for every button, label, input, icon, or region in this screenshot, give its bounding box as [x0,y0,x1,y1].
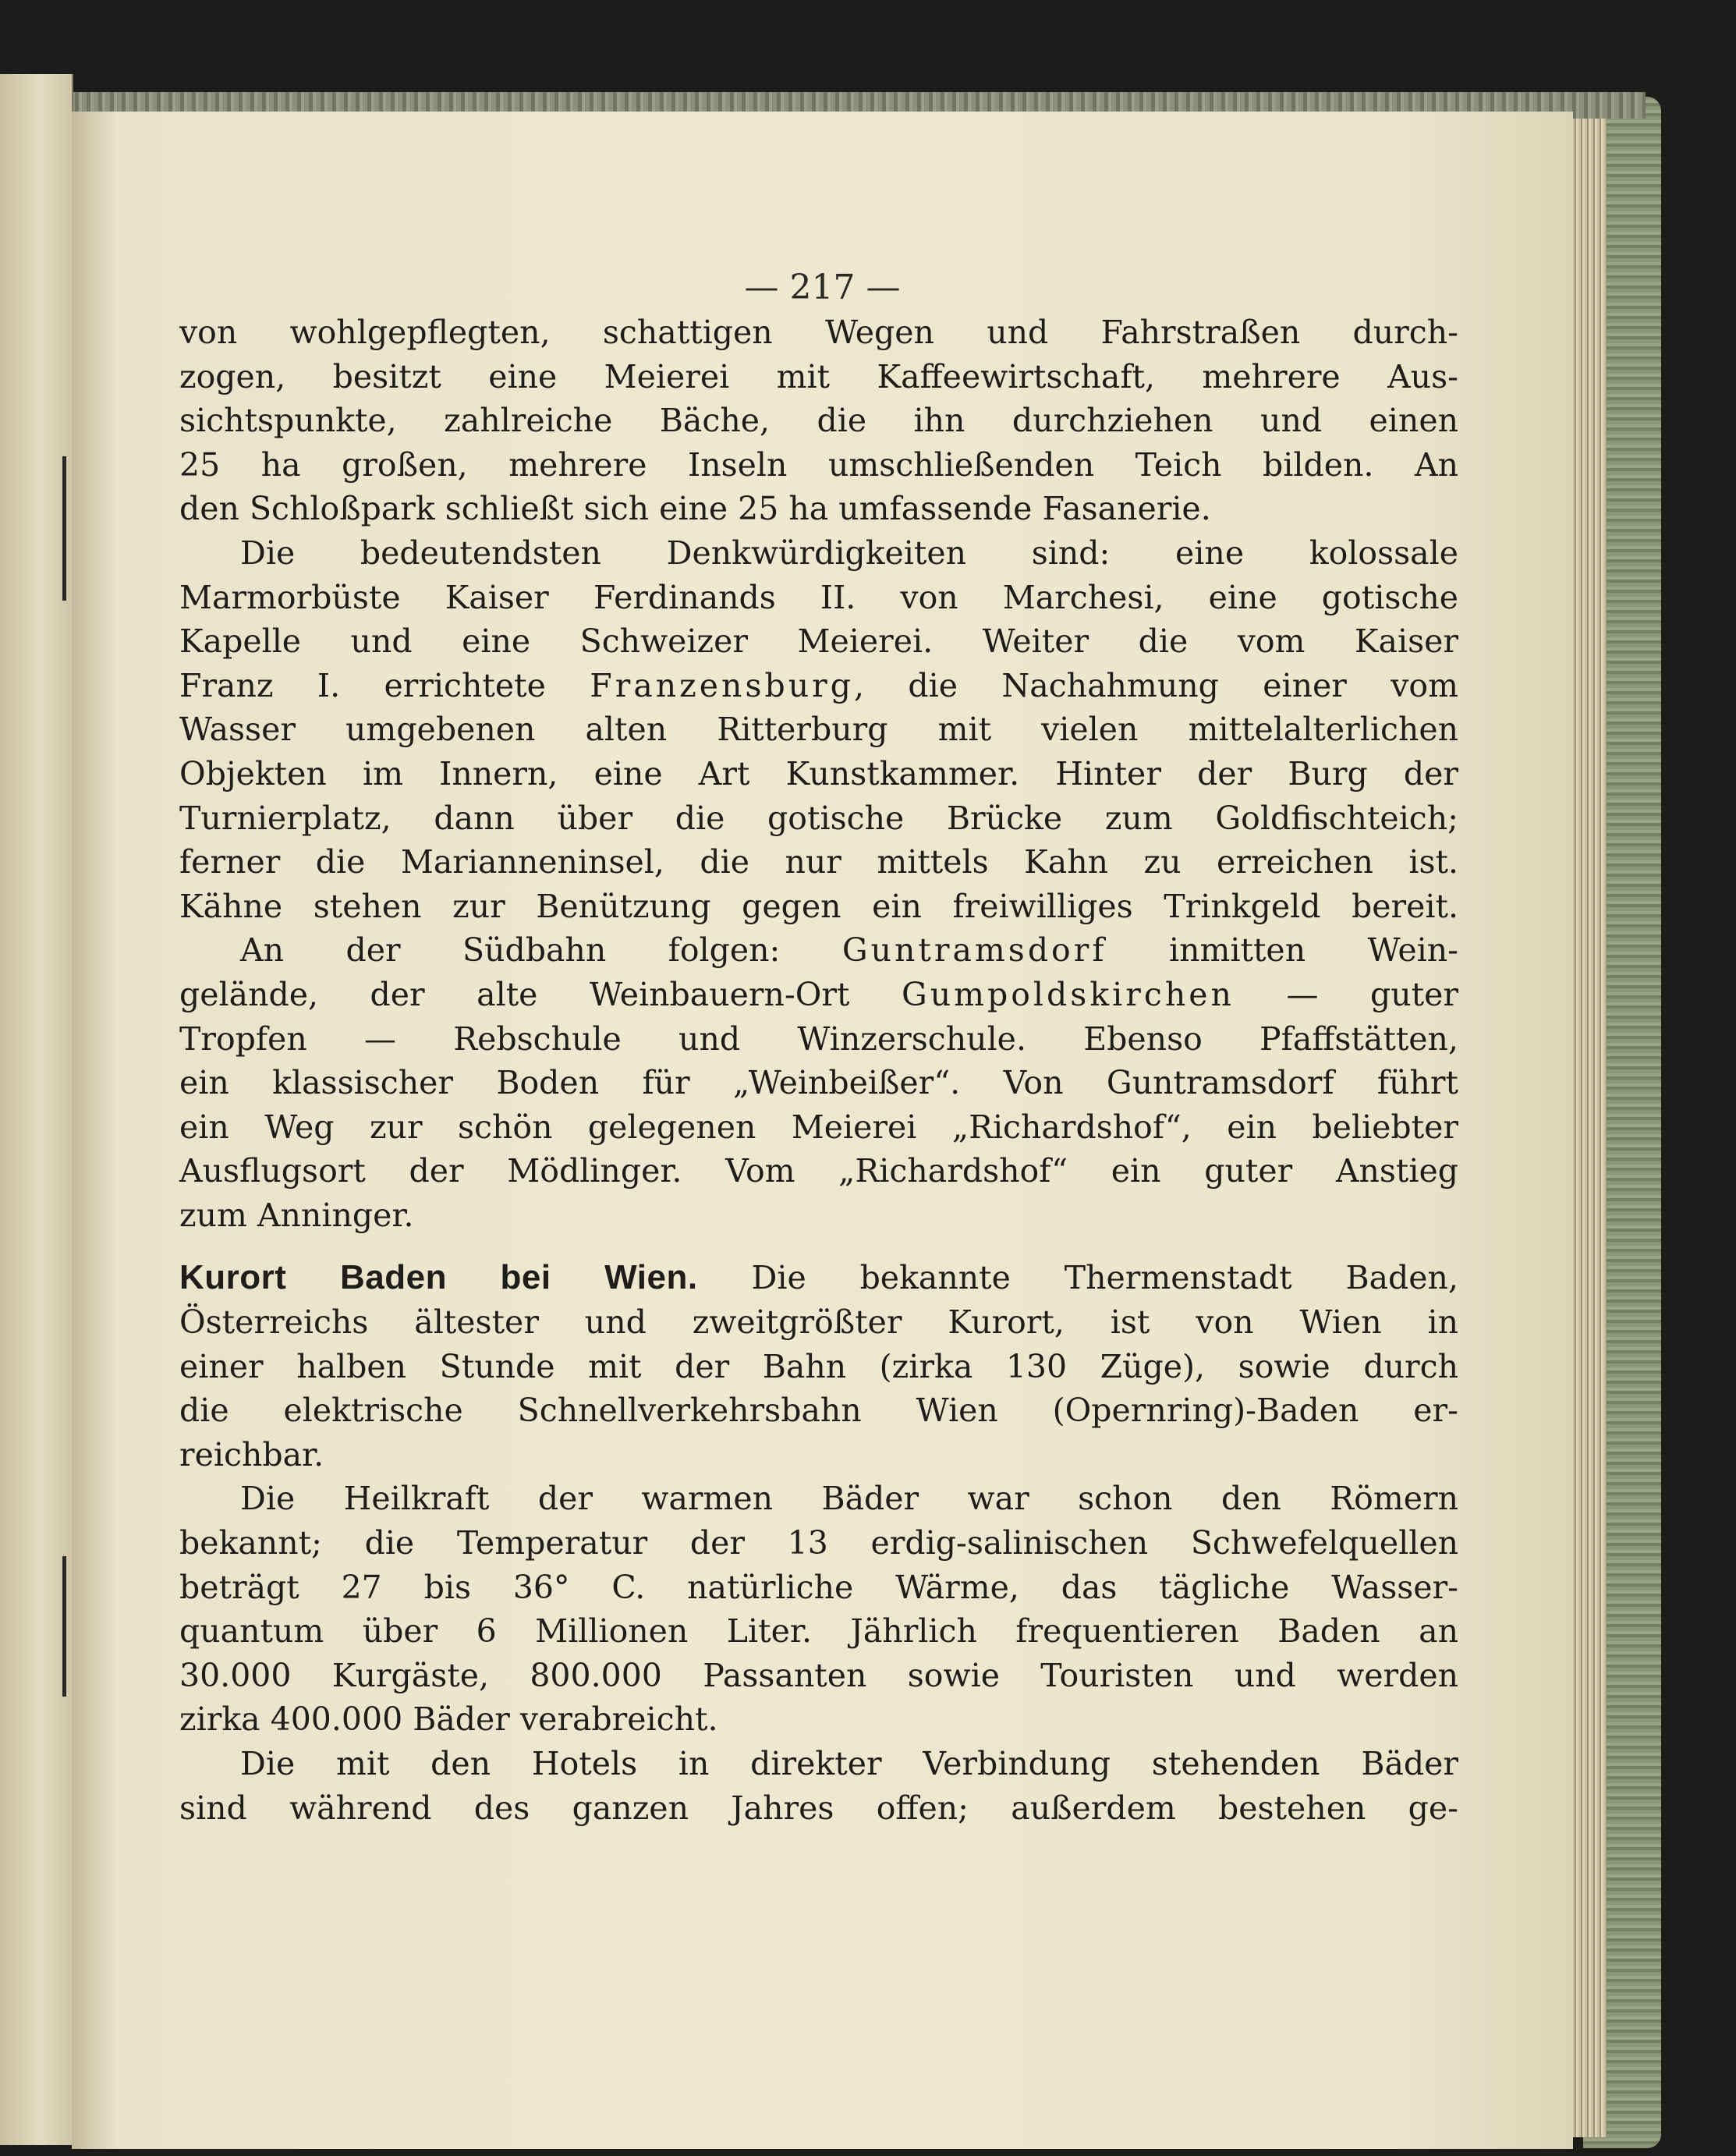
text-span: inmitten Wein- [1168,931,1458,970]
spaced-name: Franzensburg [590,666,854,704]
text-line: Ausflugsort der Mödlinger. Vom „Richardshof“ ein guter Anstieg [179,1152,1458,1190]
text-line: einer halben Stunde mit der Bahn (zirka 130 Züge), sowie durch [179,1347,1458,1385]
text-line: die elektrische Schnellverkehrsbahn Wien (Opernring)-Baden er- [179,1392,1458,1430]
text-line [179,1256,1458,1300]
text-line: Die bedeutendsten Denkwürdigkeiten sind: eine kolossale [240,534,1458,572]
spaced-name: Gumpoldskirchen [901,975,1235,1013]
text-line [179,973,1458,1017]
text-line: von wohlgepflegten, schattigen Wegen und Fahrstraßen durch- [179,314,1458,351]
text-line: 25 ha großen, mehrere Inseln umschließenden Teich bilden. An [179,445,1458,484]
text-span: Franz I. errichtete [179,666,546,704]
text-line: ein Weg zur schön gelegenen Meierei „Richardshof“, ein beliebter [179,1108,1458,1146]
text-line [179,664,1458,708]
text-line: reichbar. [179,1435,324,1473]
left-page-mark [62,456,66,601]
text-span: , die Nachahmung einer vom [854,666,1458,704]
text-line: Die mit den Hotels in direkter Verbindung stehenden Bäder [240,1745,1458,1782]
text-line: zum Anninger. [179,1196,414,1234]
spaced-name: Guntramsdorf [841,931,1107,970]
section-heading: Kurort Baden bei Wien. [179,1258,698,1297]
text-line: ferner die Marianneninsel, die nur mittels Kahn zu erreichen ist. [179,843,1458,881]
text-line: Kähne stehen zur Benützung gegen ein freiwilliges Trinkgeld bereit. [179,887,1458,925]
text-line: ein klassischer Boden für „Weinbeißer“. Von Guntramsdorf führt [179,1064,1458,1102]
text-line: Die Heilkraft der warmen Bäder war schon den Römern [240,1480,1458,1518]
text-line: sichtspunkte, zahlreiche Bäche, die ihn durchziehen und einen [179,402,1458,440]
text-line: Kapelle und eine Schweizer Meierei. Weiter die vom Kaiser [179,622,1458,661]
book-page [72,112,1573,2149]
text-line: 30.000 Kurgäste, 800.000 Passanten sowie Touristen und werden [179,1656,1458,1694]
text-span: gelände, der alte Weinbauern-Ort [179,975,850,1013]
text-line: Tropfen — Rebschule und Winzerschule. Ebenso Pfaffstätten, [179,1019,1458,1058]
left-page [0,74,73,2145]
text-span: Die bekannte Thermenstadt Baden, [751,1259,1458,1297]
text-line: Turnierplatz, dann über die gotische Brücke zum Goldfischteich; [179,799,1458,837]
text-line: beträgt 27 bis 36° C. natürliche Wärme, das tägliche Wasser- [179,1568,1458,1606]
text-line: Österreichs ältester und zweitgrößter Kurort, ist von Wien in [179,1303,1458,1342]
text-line: den Schloßpark schließt sich eine 25 ha umfassende Fasanerie. [179,490,1211,528]
text-span: — guter [1286,975,1458,1013]
left-page-mark [62,1556,66,1697]
page-number: — 217 — [744,268,901,307]
text-line: zirka 400.000 Bäder verabreicht. [179,1700,718,1739]
text-line: bekannt; die Temperatur der 13 erdig-salinischen Schwefelquellen [179,1524,1458,1562]
page-text [179,310,1458,1830]
text-line: Marmorbüste Kaiser Ferdinands II. von Marchesi, eine gotische [179,578,1458,616]
text-line: Objekten im Innern, eine Art Kunstkammer. Hinter der Burg der [179,754,1458,793]
text-line: zogen, besitzt eine Meierei mit Kaffeewirtschaft, mehrere Aus- [179,357,1458,395]
text-line: sind während des ganzen Jahres offen; außerdem bestehen ge- [179,1789,1458,1827]
text-line: quantum über 6 Millionen Liter. Jährlich frequentieren Baden an [179,1612,1458,1651]
text-line: Wasser umgebenen alten Ritterburg mit vielen mittelalterlichen [179,711,1458,749]
text-span: An der Südbahn folgen: [240,931,781,970]
text-line [179,928,1458,973]
